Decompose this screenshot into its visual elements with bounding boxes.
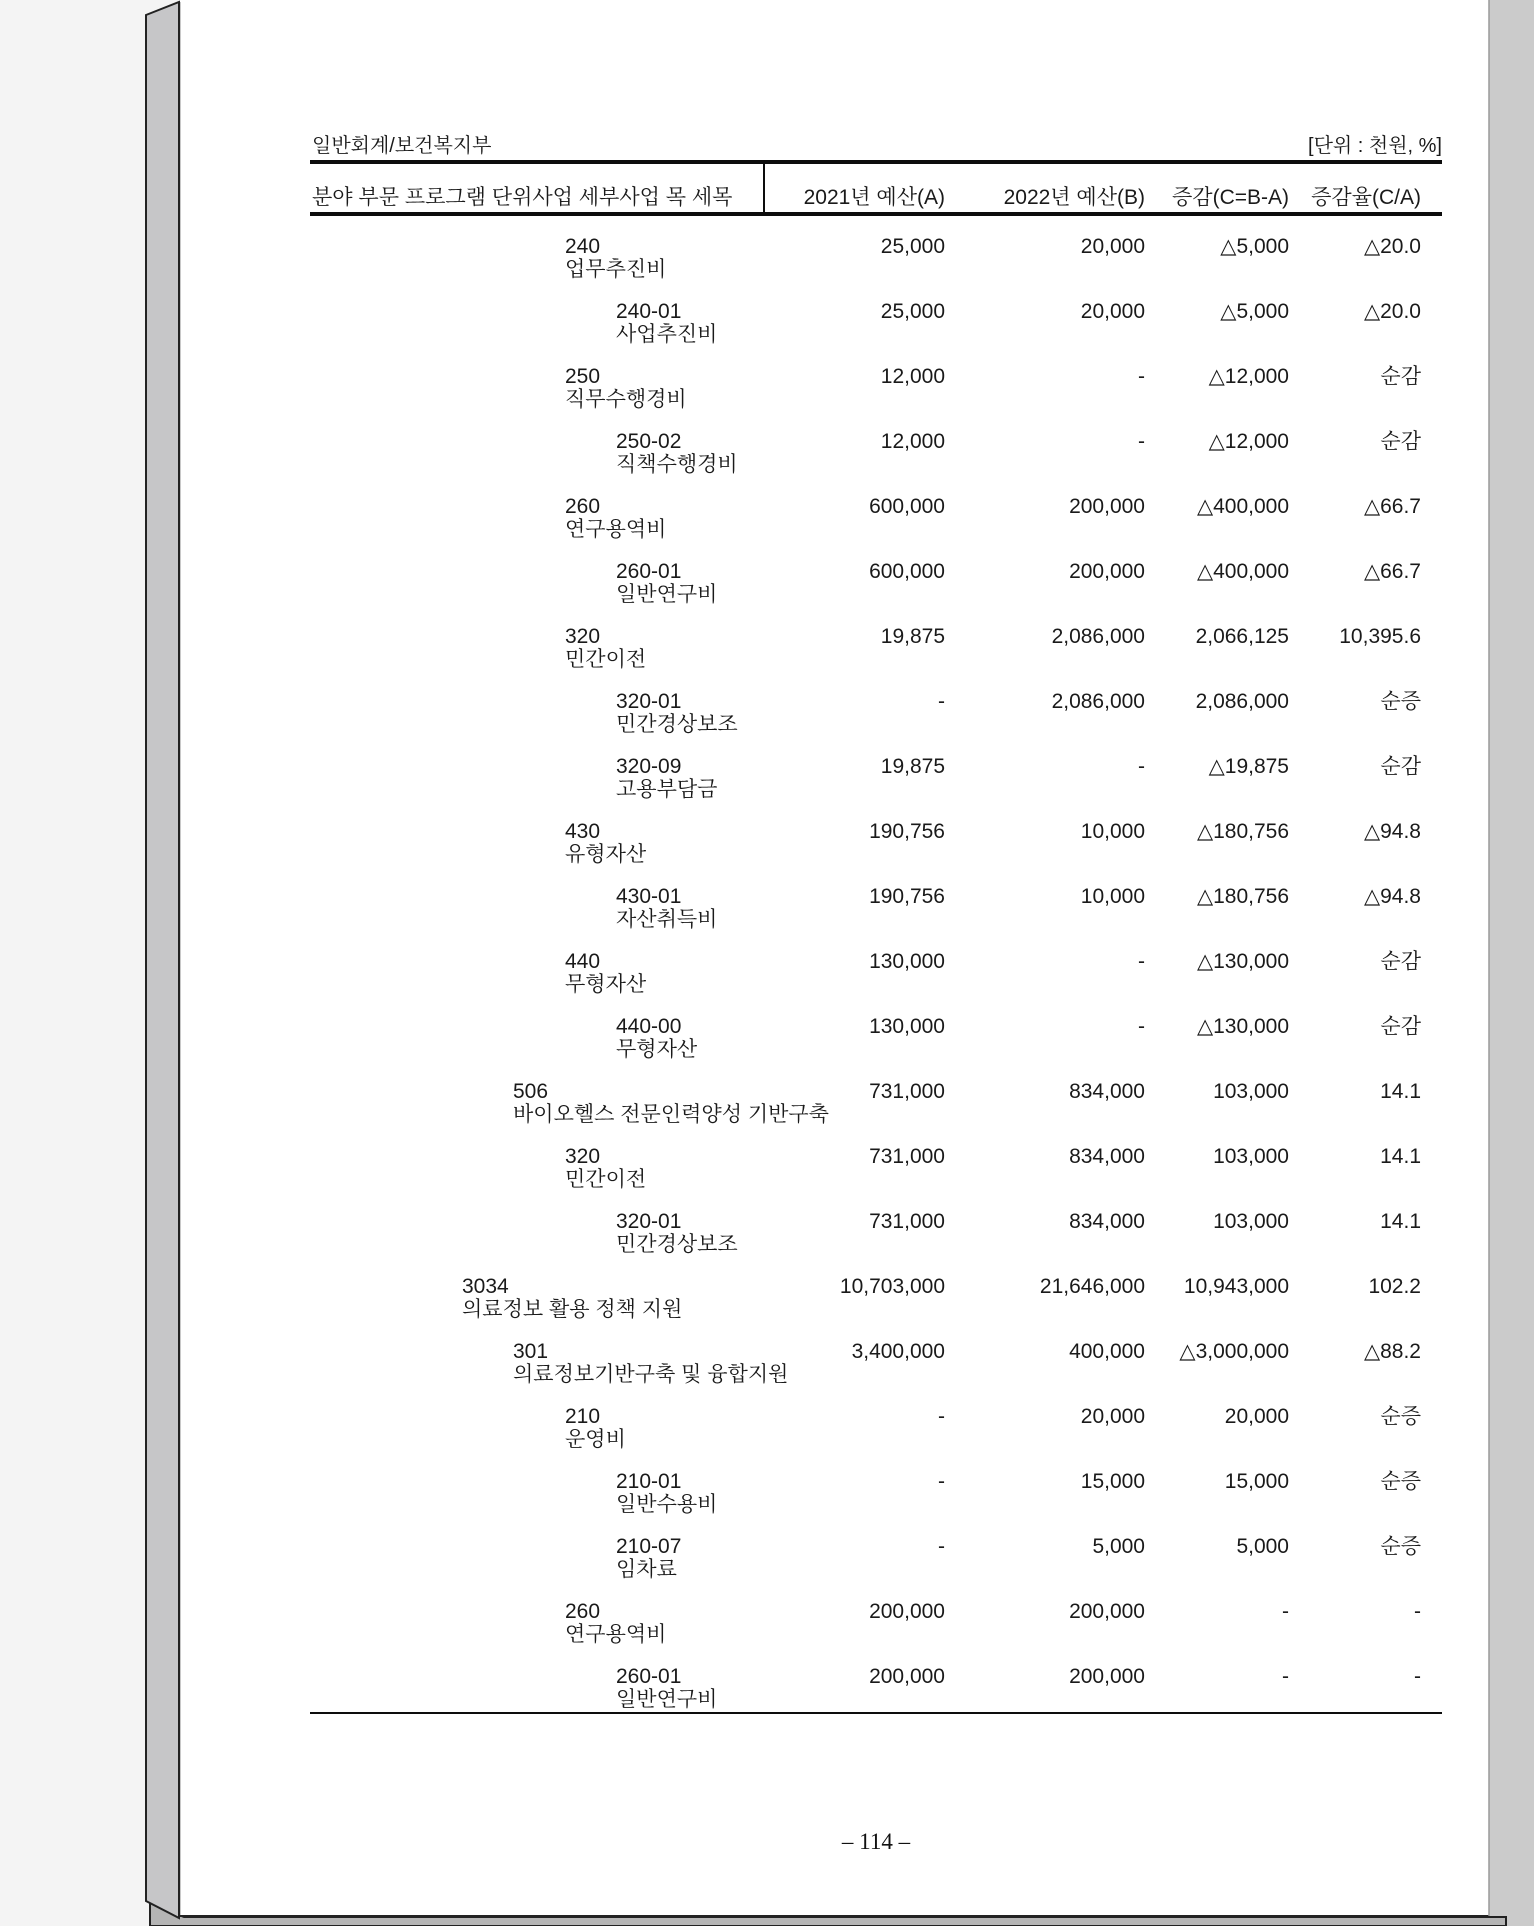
cell-change-rate: △20.0 <box>1363 300 1421 323</box>
cell-budget-2022: - <box>1138 430 1145 453</box>
cell-change: △12,000 <box>1208 430 1289 453</box>
table-row <box>310 820 1442 884</box>
row-name: 연구용역비 <box>565 1623 667 1646</box>
cell-budget-2022: 400,000 <box>1069 1340 1145 1363</box>
cell-change-rate: 14.1 <box>1380 1145 1421 1168</box>
table-row <box>310 560 1442 624</box>
cell-budget-2022: 15,000 <box>1080 1470 1145 1493</box>
cell-budget-2021: 731,000 <box>869 1210 945 1233</box>
row-name: 고용부담금 <box>616 778 718 801</box>
cell-budget-2021: 25,000 <box>880 235 945 258</box>
table-row <box>310 1405 1442 1469</box>
cell-change: △180,756 <box>1196 885 1289 908</box>
row-code: 240-01 <box>616 300 682 323</box>
row-code: 240 <box>565 235 601 258</box>
row-name: 사업추진비 <box>616 323 718 346</box>
row-name: 직무수행경비 <box>565 388 687 411</box>
cell-change-rate: △88.2 <box>1363 1340 1421 1363</box>
table-row <box>310 690 1442 754</box>
cell-budget-2021: 731,000 <box>869 1145 945 1168</box>
account-label: 일반회계/보건복지부 <box>312 135 492 157</box>
cell-budget-2022: 834,000 <box>1069 1210 1145 1233</box>
row-code: 320 <box>565 1145 601 1168</box>
cell-change: 103,000 <box>1213 1080 1289 1103</box>
row-code: 210 <box>565 1405 601 1428</box>
row-name: 직책수행경비 <box>616 453 738 476</box>
cell-change-rate: 순감 <box>1380 755 1421 778</box>
row-name: 유형자산 <box>565 843 647 866</box>
table-row <box>310 885 1442 949</box>
row-code: 250 <box>565 365 601 388</box>
header-budget-2021: 2021년 예산(A) <box>803 186 945 209</box>
cell-change: △180,756 <box>1196 820 1289 843</box>
row-code: 320 <box>565 625 601 648</box>
row-name: 자산취득비 <box>616 908 718 931</box>
cell-budget-2022: 10,000 <box>1080 820 1145 843</box>
table-row <box>310 1275 1442 1339</box>
cell-change-rate: 10,395.6 <box>1339 625 1421 648</box>
table-row <box>310 1015 1442 1079</box>
cell-budget-2021: - <box>938 1405 945 1428</box>
page-number: – 114 – <box>841 1829 911 1854</box>
row-code: 210-01 <box>616 1470 682 1493</box>
cell-budget-2021: 19,875 <box>880 755 945 778</box>
cell-budget-2022: - <box>1138 950 1145 973</box>
cell-change-rate: △94.8 <box>1363 820 1421 843</box>
row-code: 260-01 <box>616 560 682 583</box>
cell-budget-2022: 2,086,000 <box>1051 690 1145 713</box>
row-code: 260 <box>565 495 601 518</box>
table-row <box>310 1145 1442 1209</box>
cell-budget-2022: 21,646,000 <box>1039 1275 1145 1298</box>
cell-change-rate: 순감 <box>1380 365 1421 388</box>
row-code: 506 <box>513 1080 549 1103</box>
cell-change: △5,000 <box>1220 300 1289 323</box>
cell-change-rate: △66.7 <box>1363 495 1421 518</box>
cell-budget-2022: 20,000 <box>1080 235 1145 258</box>
row-code: 250-02 <box>616 430 682 453</box>
cell-change: △5,000 <box>1220 235 1289 258</box>
row-code: 260-01 <box>616 1665 682 1688</box>
row-name: 연구용역비 <box>565 518 667 541</box>
cell-change-rate: 순감 <box>1380 1015 1421 1038</box>
cell-change-rate: △66.7 <box>1363 560 1421 583</box>
cell-change-rate: 순감 <box>1380 430 1421 453</box>
table-row <box>310 950 1442 1014</box>
cell-change: △3,000,000 <box>1179 1340 1289 1363</box>
row-code: 210-07 <box>616 1535 682 1558</box>
table-row <box>310 1210 1442 1274</box>
row-name: 의료정보기반구축 및 융합지원 <box>513 1363 789 1386</box>
table-row <box>310 300 1442 364</box>
cell-change: 2,066,125 <box>1195 625 1289 648</box>
cell-change: 5,000 <box>1236 1535 1289 1558</box>
cell-budget-2022: - <box>1138 365 1145 388</box>
table-row <box>310 1340 1442 1404</box>
table-row <box>310 625 1442 689</box>
document-page <box>310 0 1442 1926</box>
cell-budget-2021: 3,400,000 <box>851 1340 945 1363</box>
row-code: 3034 <box>462 1275 509 1298</box>
row-name: 의료정보 활용 정책 지원 <box>462 1298 683 1321</box>
cell-change-rate: 순증 <box>1380 1470 1421 1493</box>
cell-change-rate: 14.1 <box>1380 1210 1421 1233</box>
cell-budget-2021: 200,000 <box>869 1665 945 1688</box>
row-code: 440 <box>565 950 601 973</box>
cell-change: 103,000 <box>1213 1145 1289 1168</box>
cell-budget-2021: - <box>938 690 945 713</box>
cell-change: - <box>1282 1600 1289 1623</box>
header-budget-2022: 2022년 예산(B) <box>1003 186 1145 209</box>
cell-change: 103,000 <box>1213 1210 1289 1233</box>
cell-change-rate: 순증 <box>1380 690 1421 713</box>
row-name: 민간이전 <box>565 1168 647 1191</box>
cell-change-rate: 순증 <box>1380 1535 1421 1558</box>
cell-budget-2021: 731,000 <box>869 1080 945 1103</box>
cell-budget-2022: 10,000 <box>1080 885 1145 908</box>
row-name: 일반수용비 <box>616 1493 718 1516</box>
cell-change-rate: 102.2 <box>1368 1275 1421 1298</box>
cell-budget-2022: 20,000 <box>1080 1405 1145 1428</box>
table-row <box>310 1665 1442 1729</box>
table-body <box>310 0 1442 1926</box>
table-row <box>310 755 1442 819</box>
cell-budget-2022: 834,000 <box>1069 1145 1145 1168</box>
cell-budget-2021: 130,000 <box>869 950 945 973</box>
table-row <box>310 1600 1442 1664</box>
cell-budget-2021: 10,703,000 <box>839 1275 945 1298</box>
book-spine-edge <box>146 2 179 1918</box>
table-bottom-rule <box>310 1712 1442 1714</box>
cell-change-rate: 순감 <box>1380 950 1421 973</box>
cell-budget-2022: 834,000 <box>1069 1080 1145 1103</box>
cell-budget-2022: - <box>1138 1015 1145 1038</box>
cell-budget-2021: 190,756 <box>869 885 945 908</box>
cell-budget-2021: 600,000 <box>869 495 945 518</box>
cell-change: △400,000 <box>1196 495 1289 518</box>
cell-change: 15,000 <box>1224 1470 1289 1493</box>
cell-budget-2021: 130,000 <box>869 1015 945 1038</box>
row-code: 430 <box>565 820 601 843</box>
header-name-column: 분야 부문 프로그램 단위사업 세부사업 목 세목 <box>312 186 733 209</box>
row-code: 320-01 <box>616 690 682 713</box>
table-row <box>310 235 1442 299</box>
row-code: 430-01 <box>616 885 682 908</box>
table-row <box>310 430 1442 494</box>
row-code: 260 <box>565 1600 601 1623</box>
cell-budget-2021: 12,000 <box>880 430 945 453</box>
cell-change: 20,000 <box>1224 1405 1289 1428</box>
row-name: 임차료 <box>616 1558 677 1581</box>
cell-budget-2021: 19,875 <box>880 625 945 648</box>
cell-budget-2022: 20,000 <box>1080 300 1145 323</box>
cell-budget-2021: 600,000 <box>869 560 945 583</box>
row-name: 민간경상보조 <box>616 1233 738 1256</box>
table-row <box>310 1080 1442 1144</box>
cell-change: △400,000 <box>1196 560 1289 583</box>
cell-budget-2022: 5,000 <box>1092 1535 1145 1558</box>
row-code: 301 <box>513 1340 549 1363</box>
cell-budget-2021: 190,756 <box>869 820 945 843</box>
row-code: 320-09 <box>616 755 682 778</box>
row-name: 일반연구비 <box>616 1688 718 1711</box>
cell-budget-2022: - <box>1138 755 1145 778</box>
cell-budget-2022: 200,000 <box>1069 495 1145 518</box>
row-name: 민간이전 <box>565 648 647 671</box>
cell-change-rate: 14.1 <box>1380 1080 1421 1103</box>
cell-budget-2021: - <box>938 1470 945 1493</box>
cell-change: △19,875 <box>1208 755 1289 778</box>
row-name: 무형자산 <box>565 973 647 996</box>
cell-budget-2022: 200,000 <box>1069 560 1145 583</box>
row-code: 440-00 <box>616 1015 682 1038</box>
cell-change: △130,000 <box>1196 950 1289 973</box>
cell-change-rate: △94.8 <box>1363 885 1421 908</box>
row-name: 민간경상보조 <box>616 713 738 736</box>
table-row <box>310 365 1442 429</box>
table-row <box>310 1470 1442 1534</box>
cell-change-rate: - <box>1414 1665 1421 1688</box>
row-name: 무형자산 <box>616 1038 698 1061</box>
cell-budget-2021: 25,000 <box>880 300 945 323</box>
cell-budget-2021: 200,000 <box>869 1600 945 1623</box>
row-name: 바이오헬스 전문인력양성 기반구축 <box>513 1103 829 1126</box>
table-row <box>310 1535 1442 1599</box>
row-name: 업무추진비 <box>565 258 667 281</box>
cell-change: △130,000 <box>1196 1015 1289 1038</box>
cell-change: - <box>1282 1665 1289 1688</box>
cell-budget-2022: 200,000 <box>1069 1600 1145 1623</box>
cell-change: 10,943,000 <box>1183 1275 1289 1298</box>
row-code: 320-01 <box>616 1210 682 1233</box>
cell-change: △12,000 <box>1208 365 1289 388</box>
cell-change-rate: △20.0 <box>1363 235 1421 258</box>
cell-budget-2022: 200,000 <box>1069 1665 1145 1688</box>
cell-budget-2022: 2,086,000 <box>1051 625 1145 648</box>
header-change-rate: 증감율(C/A) <box>1311 186 1421 209</box>
row-name: 운영비 <box>565 1428 626 1451</box>
cell-change-rate: - <box>1414 1600 1421 1623</box>
page-right-shadow <box>1489 0 1534 1926</box>
table-row <box>310 495 1442 559</box>
cell-change: 2,086,000 <box>1195 690 1289 713</box>
cell-budget-2021: 12,000 <box>880 365 945 388</box>
header-change: 증감(C=B-A) <box>1172 186 1289 209</box>
cell-budget-2021: - <box>938 1535 945 1558</box>
unit-label: [단위 : 천원, %] <box>1308 135 1442 157</box>
row-name: 일반연구비 <box>616 583 718 606</box>
cell-change-rate: 순증 <box>1380 1405 1421 1428</box>
